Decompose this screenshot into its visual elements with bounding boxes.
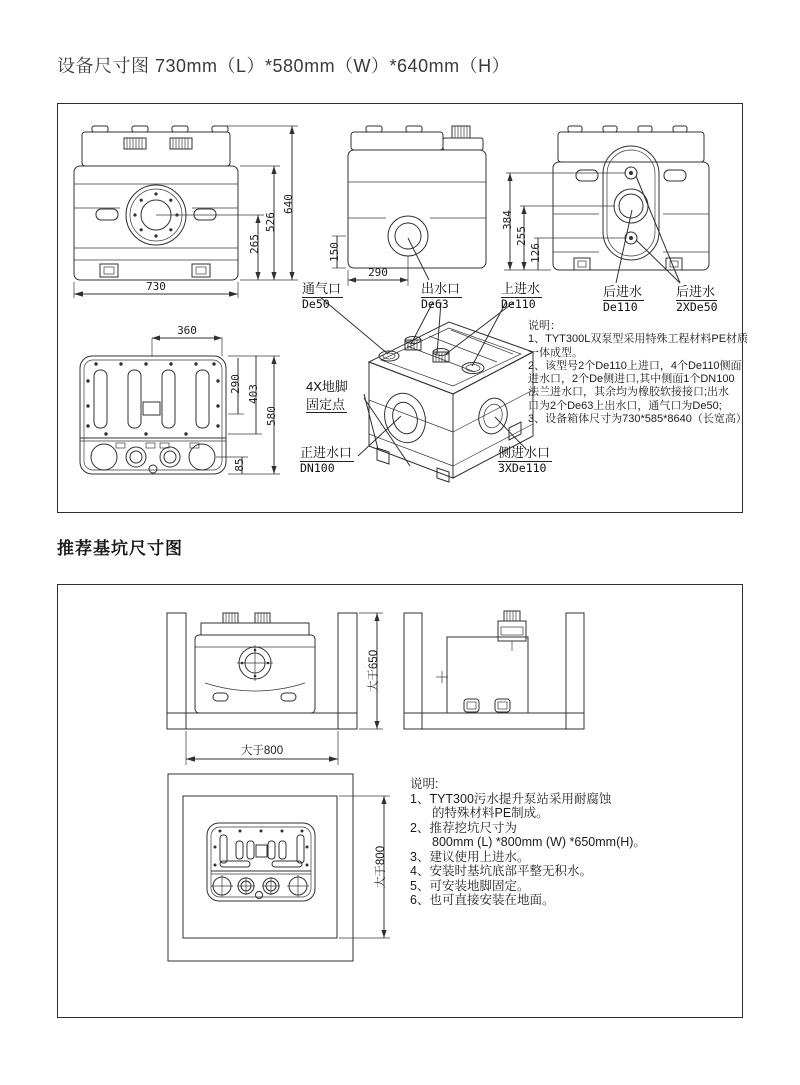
dim-290-bottom: 290	[229, 374, 242, 394]
device-dimension-drawing	[57, 103, 749, 513]
dim-pit-plan-width: 大于800	[375, 845, 387, 889]
pit-note-line: 4、安装时基坑底部平整无积水。	[410, 864, 592, 878]
side-inlet-port-name: 侧进水口	[498, 445, 551, 460]
outlet-port-label	[421, 280, 462, 311]
dim-pit-depth: 大于650	[368, 649, 380, 693]
dim-290-side: 290	[368, 266, 388, 279]
device-note-line: 1、TYT300L双泵型采用特殊工程材料PE材质	[528, 333, 749, 346]
rear-inlet2-port-label	[676, 283, 718, 314]
pit-notes-title: 说明:	[410, 777, 439, 791]
top-inlet-port-size: De110	[501, 296, 536, 311]
pit-dimension-drawing	[57, 584, 743, 1018]
pit-note-line: 6、也可直接安装在地面。	[410, 893, 555, 907]
front-inlet-port-name: 正进水口	[300, 445, 353, 460]
dim-384: 384	[501, 210, 514, 230]
device-notes	[528, 320, 749, 426]
rear-inlet-port-label	[603, 283, 644, 314]
dim-730: 730	[146, 280, 166, 293]
dim-580: 580	[265, 406, 278, 426]
feet-fixing-label	[306, 378, 348, 414]
dim-150: 150	[328, 242, 341, 262]
dim-265: 265	[248, 234, 261, 254]
device-notes-title: 说明：	[528, 320, 561, 332]
dim-526: 526	[264, 212, 277, 232]
pit-side-section-drawing	[398, 607, 638, 772]
front-inlet-port-size: DN100	[300, 460, 335, 475]
page-title: 设备尺寸图 730mm（L）*580mm（W）*640mm（H）	[57, 56, 511, 76]
dim-640: 640	[282, 194, 295, 214]
pit-note-line: 的特殊材料PE制成。	[432, 806, 549, 820]
device-note-line: 2、该型号2个De110上进口，4个De110侧面	[528, 359, 742, 372]
pit-note-line: 800mm (L) *800mm (W) *650mm(H)。	[432, 835, 646, 849]
device-note-line: 法兰进水口，其余均为橡胶软接接口;出水	[528, 386, 730, 399]
dim-255: 255	[515, 226, 528, 246]
pit-note-line: 5、可安装地脚固定。	[410, 878, 530, 893]
rear-inlet2-port-size: 2XDe50	[676, 299, 718, 314]
side-inlet-port-label	[498, 444, 552, 475]
feet-fixing-line2: 固定点	[306, 396, 346, 412]
side-inlet-port-size: 3XDe110	[498, 460, 547, 475]
outlet-port-size: De63	[421, 296, 449, 311]
pit-note-line: 2、推荐挖坑尺寸为	[410, 820, 517, 835]
pit-notes	[410, 777, 710, 908]
rear-inlet-port-name: 后进水	[603, 284, 643, 299]
pit-plan-view-drawing	[158, 763, 408, 978]
pit-section-title: 推荐基坑尺寸图	[57, 539, 183, 558]
device-note-line: 进水口，2个De侧进口,其中侧面1个DN100	[528, 373, 735, 386]
rear-inlet2-port-name: 后进水	[676, 284, 716, 299]
rear-inlet-port-size: De110	[603, 299, 638, 314]
device-note-line: 口为2个De63上出水口，通气口为De50;	[528, 399, 722, 412]
dim-360: 360	[177, 324, 197, 337]
top-inlet-port-label	[501, 280, 542, 311]
vent-port-label	[302, 280, 343, 311]
feet-fixing-line1: 4X地脚	[306, 379, 348, 394]
pit-note-line: 1、TYT300污水提升泵站采用耐腐蚀	[410, 791, 612, 806]
dim-403: 403	[247, 384, 260, 404]
vent-port-size: De50	[302, 296, 330, 311]
dim-pit-width: 大于800	[240, 745, 284, 757]
outlet-port-name: 出水口	[421, 281, 461, 296]
dim-126: 126	[529, 243, 542, 263]
front-inlet-port-label	[300, 444, 354, 475]
top-inlet-port-name: 上进水	[501, 281, 541, 296]
pit-note-line: 3、建议使用上进水。	[410, 849, 530, 864]
device-note-line: 3、设备箱体尺寸为730*585*8640（长宽高）	[528, 413, 747, 426]
dim-85: 85	[233, 458, 246, 472]
device-note-line: 一体成型。	[528, 346, 583, 359]
vent-port-name: 通气口	[302, 281, 342, 296]
